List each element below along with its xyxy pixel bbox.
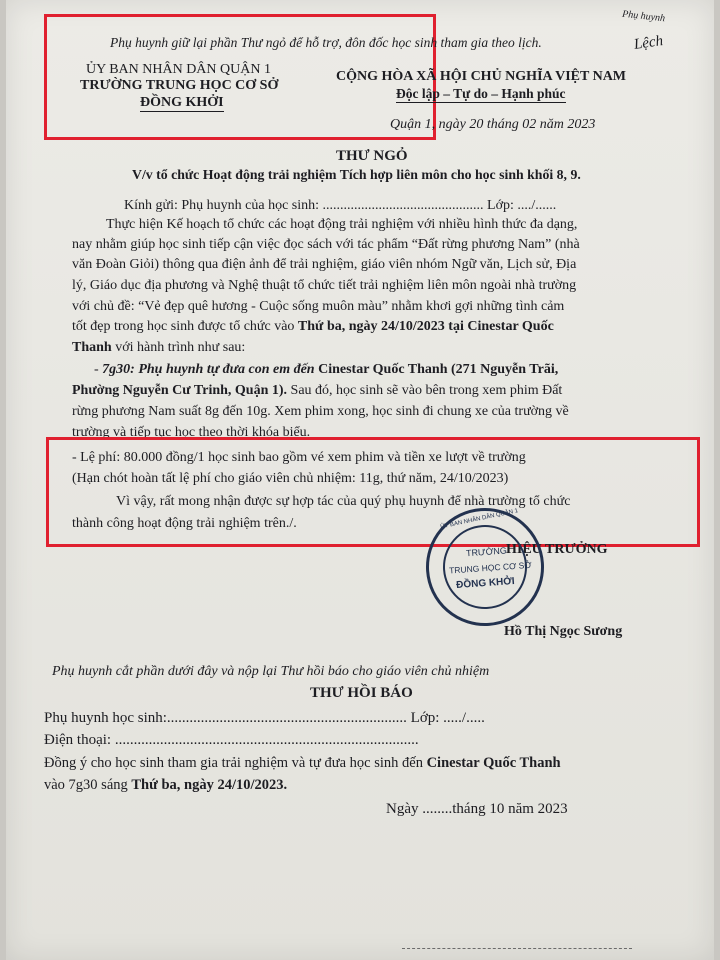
reply-parent-line: Phụ huynh học sinh:................................................................ Lớp: ...../..... <box>44 710 485 726</box>
signature-mark: Lệch <box>632 33 665 53</box>
para1-line1: Thực hiện Kế hoạch tổ chức các hoạt động trải nghiệm với nhiều hình thức đa dạng, <box>106 217 578 232</box>
signature-role: HIỆU TRƯỞNG <box>506 542 608 557</box>
para1-line7 <box>72 341 245 355</box>
reply-agree-time: vào 7g30 sáng <box>44 777 132 793</box>
item2-line2: (Hạn chót hoàn tất lệ phí cho giáo viên chủ nhiệm: 11g, thứ năm, 24/10/2023) <box>72 471 509 486</box>
letter-title: THƯ NGỎ <box>336 148 408 164</box>
item1-line1 <box>94 363 558 377</box>
stamp-line2: TRUNG HỌC CƠ SỞ <box>448 559 532 576</box>
letter-subject: V/v tổ chức Hoạt động trải nghiệm Tích hợp liên môn cho học sinh khối 8, 9. <box>132 167 581 182</box>
item1-bullet: - <box>94 362 103 377</box>
item1-line3: rừng phương Nam suất 8g đến 10g. Xem phim xong, học sinh đi chung xe của trường về <box>72 404 569 419</box>
para2-line1: Vì vậy, rất mong nhận được sự hợp tác của quý phụ huynh để nhà trường tổ chức <box>116 494 571 509</box>
reply-agree-date: Thứ ba, ngày 24/10/2023. <box>131 777 288 793</box>
para1-line6 <box>72 320 554 334</box>
header-school-name: ĐỒNG KHỞI <box>140 95 224 110</box>
para1-line4: lý, Giáo dục địa phương và Nghệ thuật tổ chức tiết trải nghiệm liên môn ngoài nhà trường <box>72 278 577 293</box>
reply-agree-line2 <box>44 778 287 793</box>
signature-dotted-line <box>402 948 632 949</box>
para1-line7-text: với hành trình như sau: <box>111 340 246 355</box>
stamp-line3: ĐỒNG KHỞI <box>455 575 515 592</box>
item1-address: Phường Nguyễn Cư Trinh, Quận 1). <box>72 383 288 398</box>
reply-title: THƯ HỒI BÁO <box>310 685 413 701</box>
reply-agree-text: Đồng ý cho học sinh tham gia trải nghiệm và tự đưa học sinh đến <box>44 755 427 771</box>
para1-line2: nay nhằm giúp học sinh tiếp cận việc đọc sách với tác phẩm “Đất rừng phương Nam” (nhà <box>72 237 580 252</box>
reply-phone-line: Điện thoại: ................................................................................. <box>44 732 419 748</box>
para1-line7-venue: Thanh <box>72 340 112 355</box>
stamp-line1: TRƯỜNG <box>465 545 508 559</box>
para1-line6-date: Thứ ba, ngày 24/10/2023 tại Cinestar Quốc <box>297 319 554 334</box>
para1-line5: với chủ đề: “Vẻ đẹp quê hương - Cuộc sống muôn màu” nhằm khơi gợi những tình cảm <box>72 299 565 314</box>
para2-line2: thành công hoạt động trải nghiệm trên./. <box>72 516 297 531</box>
header-date: Quận 1, ngày 20 tháng 02 năm 2023 <box>390 117 596 132</box>
item1-line2-text: Sau đó, học sinh sẽ vào bên trong xem phim Đất <box>287 383 563 398</box>
reply-agree-line1 <box>44 756 561 771</box>
reply-date-line: Ngày ........tháng 10 năm 2023 <box>386 801 568 817</box>
item1-line4: trường và tiếp tục học theo thời khóa biểu. <box>72 425 311 440</box>
item1-line2 <box>72 384 562 398</box>
reply-instruction: Phụ huynh cắt phần dưới đây và nộp lại Thư hồi báo cho giáo viên chủ nhiệm <box>52 664 490 679</box>
signature-name: Hồ Thị Ngọc Sương <box>504 624 623 639</box>
stamp-top-text: ỦY BAN NHÂN DÂN QUẬN 1 <box>439 508 519 531</box>
corner-note: Phụ huynh <box>621 8 666 25</box>
para1-line6-text: tốt đẹp trong học sinh được tổ chức vào <box>72 319 298 334</box>
item2-line1: - Lệ phí: 80.000 đồng/1 học sinh bao gồm vé xem phim và tiền xe lượt về trường <box>72 450 526 465</box>
header-republic: CỘNG HÒA XÃ HỘI CHỦ NGHĨA VIỆT NAM <box>336 69 627 84</box>
notice-top: Phụ huynh giữ lại phần Thư ngỏ để hỗ trợ, đôn đốc học sinh tham gia theo lịch. <box>110 35 542 50</box>
item1-venue: Cinestar Quốc Thanh (271 Nguyễn Trãi, <box>314 362 559 377</box>
reply-agree-venue: Cinestar Quốc Thanh <box>426 755 561 771</box>
letter-greeting: Kính gửi: Phụ huynh của học sinh: .............................................. Lớp: ..../...... <box>124 198 557 213</box>
header-committee: ỦY BAN NHÂN DÂN QUẬN 1 <box>86 62 271 77</box>
header-school: TRƯỜNG TRUNG HỌC CƠ SỞ <box>80 78 279 93</box>
paper-document <box>6 0 714 960</box>
item1-time: 7g30: Phụ huynh tự đưa con em đến <box>102 362 315 377</box>
header-motto: Độc lập – Tự do – Hạnh phúc <box>396 86 566 101</box>
para1-line3: văn Đoàn Giỏi) thông qua điện ảnh để trải nghiệm, giáo viên nhóm Ngữ văn, Lịch sử, Địa <box>72 257 577 272</box>
